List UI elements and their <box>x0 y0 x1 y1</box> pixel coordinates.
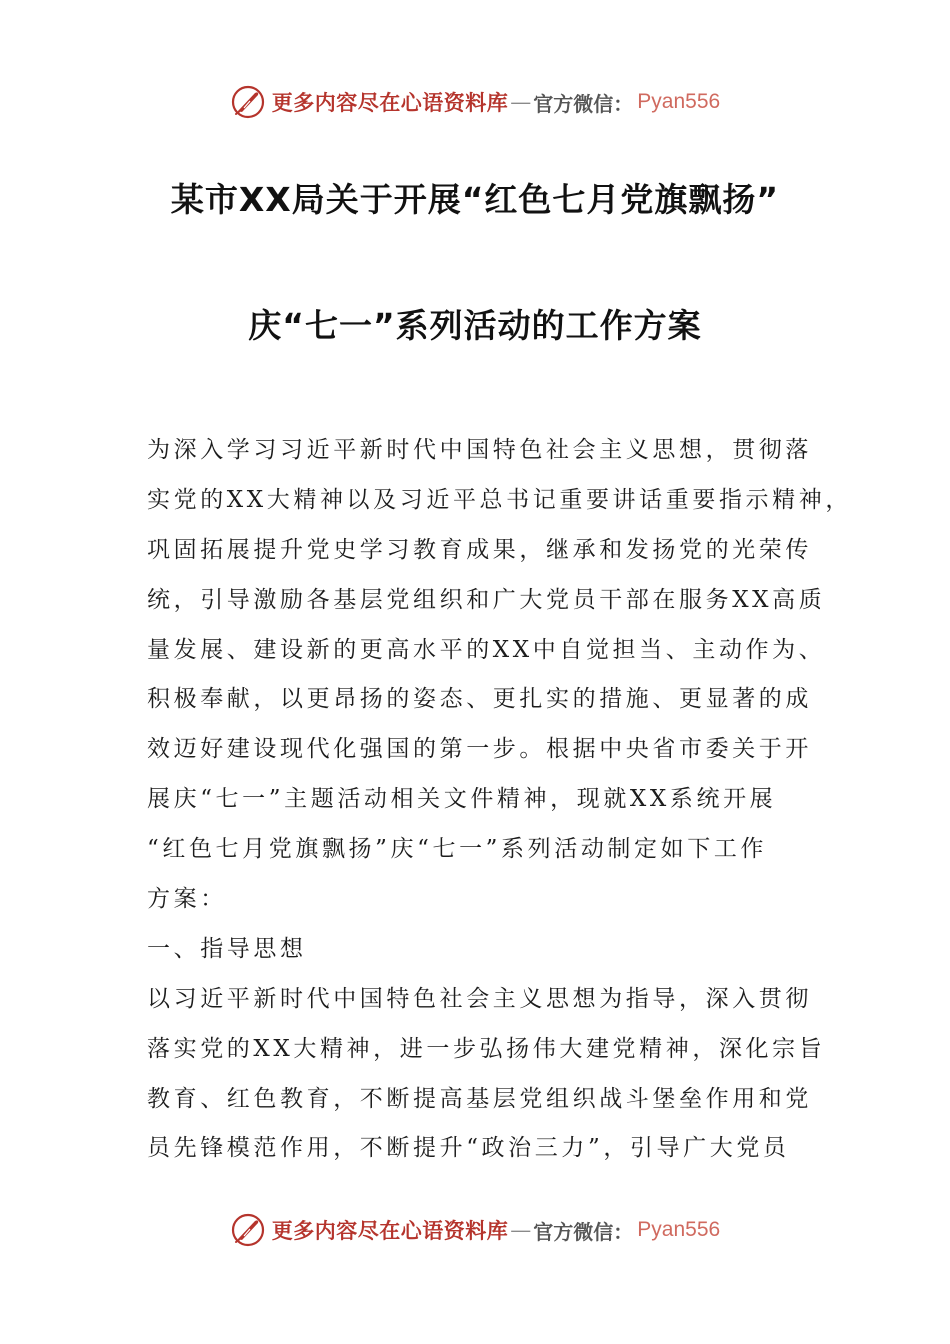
section-heading: 一、指导思想 <box>147 935 307 962</box>
body-line: 教育、红色教育，不断提高基层党组织战斗堡垒作用和党 <box>147 1085 812 1112</box>
banner-wechat-id: Pyan556 <box>637 90 721 113</box>
document-body <box>147 426 852 1174</box>
body-line: 方案： <box>147 886 227 913</box>
quill-logo-icon <box>230 1212 266 1248</box>
banner-wechat-label: 官方微信： <box>533 1219 634 1244</box>
document-title-line-1: 某市XX局关于开展“红色七月党旗飘扬” <box>170 180 780 219</box>
document-title-line-2: 庆“七一”系列活动的工作方案 <box>248 306 702 345</box>
body-line: 量发展、建设新的更高水平的XX中自觉担当、主动作为、 <box>147 636 826 663</box>
banner-dash: — <box>510 1218 532 1242</box>
footer-banner <box>0 1208 950 1252</box>
banner-main-text: 更多内容尽在心语资料库 <box>271 1218 509 1243</box>
body-line: 为深入学习习近平新时代中国特色社会主义思想，贯彻落 <box>147 437 812 463</box>
body-line: 效迈好建设现代化强国的第一步。根据中央省市委关于开 <box>147 736 812 763</box>
banner-wechat-id: Pyan556 <box>637 1218 721 1241</box>
body-line: 巩固拓展提升党史学习教育成果，继承和发扬党的光荣传 <box>147 536 812 563</box>
banner-main-text: 更多内容尽在心语资料库 <box>271 90 509 115</box>
body-line: 统，引导激励各基层党组织和广大党员干部在服务XX高质 <box>147 586 826 613</box>
body-line: 展庆“七一”主题活动相关文件精神，现就XX系统开展 <box>147 786 777 813</box>
quill-logo-icon <box>230 84 266 120</box>
body-line: 积极奉献，以更昂扬的姿态、更扎实的措施、更显著的成 <box>147 686 812 713</box>
header-banner <box>0 80 950 124</box>
body-line: 落实党的XX大精神，进一步弘扬伟大建党精神，深化宗旨 <box>147 1035 826 1062</box>
banner-dash: — <box>510 90 532 114</box>
body-line: “红色七月党旗飘扬”庆“七一”系列活动制定如下工作 <box>147 836 768 863</box>
banner-wechat-label: 官方微信： <box>533 91 634 116</box>
body-line: 实党的XX大精神以及习近平总书记重要讲话重要指示精神， <box>147 486 852 513</box>
body-line: 员先锋模范作用，不断提升“政治三力”，引导广大党员 <box>147 1135 790 1162</box>
body-line: 以习近平新时代中国特色社会主义思想为指导，深入贯彻 <box>147 985 812 1012</box>
